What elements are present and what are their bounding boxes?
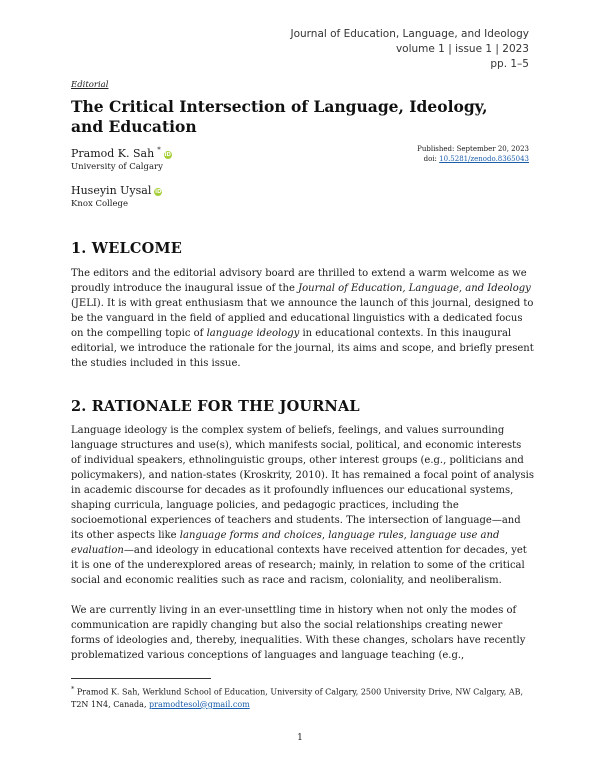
author-footnote-mark[interactable]: *	[157, 146, 161, 154]
orcid-icon[interactable]: iD	[164, 151, 171, 158]
section-heading-welcome: 1. WELCOME	[71, 240, 182, 257]
doi-line	[417, 154, 529, 164]
journal-volume-issue: volume 1 | issue 1 | 2023	[395, 43, 529, 55]
publication-info	[417, 144, 529, 164]
doi-label: doi:	[423, 155, 440, 163]
text-run: ,	[403, 530, 410, 541]
term-italic: language use and evaluation	[71, 530, 500, 556]
text-run: Language ideology is the complex system of beliefs, feelings, and values surrounding language structures and use(s), which manifests social, political, and economic interests of individual speakers, ethnolinguistic groups, other interest groups (e.g., politicians and policymakers), and nation-states (Kroskrity, 2010). It has remained a focal point of analysis in academic discourse for decades as it profoundly influences our educational systems, shaping curricula, language policies, and pedagogic practices, including the socioemotional experiences of teachers and students. The intersection of language—and its other aspects like	[71, 425, 534, 541]
article-title: The Critical Intersection of Language, Ideology, and Education	[71, 97, 488, 136]
text-run: (JELI). It is with great enthusiasm that we announce the launch of this journal, designed to be the vanguard in the field of applied and educational linguistics with a dedicated focus on the compelling topic of	[71, 298, 534, 339]
footnote-text: Pramod K. Sah, Werklund School of Education, University of Calgary, 2500 University Drive, NW Calgary, AB, T2N 1N4, Canada,	[71, 687, 524, 709]
term-italic: language rules	[328, 530, 404, 541]
orcid-icon[interactable]: iD	[155, 189, 162, 195]
author-affiliation: University of Calgary	[71, 161, 163, 172]
text-run: —and ideology in educational contexts have received attention for decades, yet it is one of the underexplored areas of research; mainly, in relation to some of the critical social and economic realities such as race and racism, coloniality, and neoliberalism.	[71, 545, 527, 586]
footnote-divider	[71, 678, 211, 679]
email-link[interactable]: pramodtesol@gmail.com	[149, 699, 250, 709]
published-line	[417, 144, 529, 154]
author-affiliation: Knox College	[71, 199, 128, 209]
doi-link[interactable]: 10.5281/zenodo.8365043	[439, 155, 529, 163]
journal-name: Journal of Education, Language, and Ideology	[290, 28, 529, 40]
author-name: Huseyin Uysal	[71, 184, 152, 197]
journal-pages: pp. 1–5	[490, 58, 529, 70]
author-name: Pramod K. Sah	[71, 146, 155, 160]
paragraph-welcome	[71, 266, 534, 371]
journal-header	[290, 27, 529, 72]
article-type-label: Editorial	[71, 80, 109, 90]
footnote	[71, 683, 534, 711]
published-label: Published:	[417, 145, 457, 153]
section-heading-rationale: 2. RATIONALE FOR THE JOURNAL	[71, 398, 360, 415]
footnote-mark: *	[71, 685, 75, 693]
text-run: ,	[321, 530, 329, 541]
text-run: The editors and the editorial advisory board are thrilled to extend a warm welcome as we proudly introduce the inaugural issue of the	[71, 268, 527, 294]
text-run: in educational contexts. In this inaugural editorial, we introduce the rationale for the journal, its aims and scope, and briefly present the studies included in this issue.	[71, 328, 534, 369]
journal-title-italic: Journal of Education, Language, and Ideology	[298, 283, 531, 294]
paragraph-rationale-2: We are currently living in an ever-unsettling time in history when not only the modes of communication are rapidly changing but also the social relationships creating newer forms of ideologies and, thereby, inequalities. With these changes, scholars have recently problematized various conceptions of languages and language teaching (e.g.,	[71, 605, 526, 661]
page-number: 1	[297, 733, 303, 743]
paragraph-rationale-1	[71, 423, 534, 588]
author-1	[71, 143, 172, 173]
author-2	[71, 184, 162, 210]
term-italic: language ideology	[206, 328, 300, 339]
published-date: September 20, 2023	[456, 145, 529, 153]
term-italic: language forms and choices	[179, 530, 322, 541]
